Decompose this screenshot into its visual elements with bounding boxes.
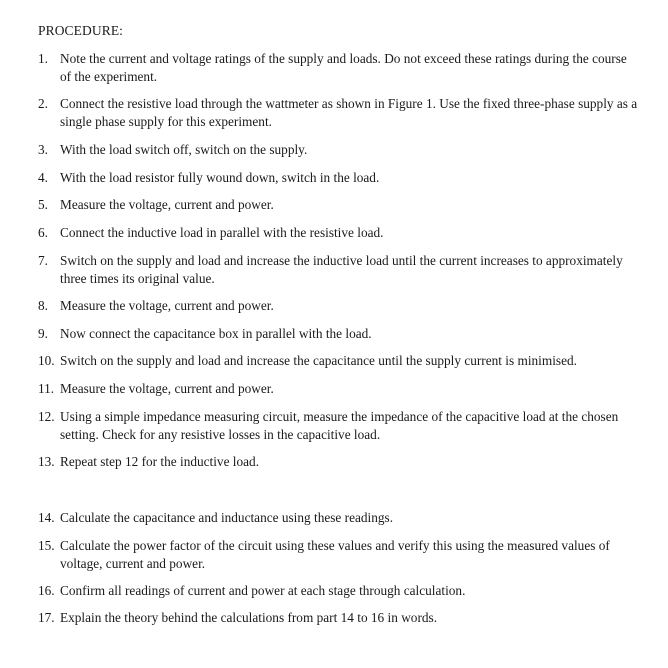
step-number: 8. [38,298,48,313]
step-text: Measure the voltage, current and power. [60,197,274,212]
step-text: Repeat step 12 for the inductive load. [60,454,260,469]
procedure-step-3 [38,141,638,159]
step-text: Note the current and voltage ratings of the supply and loads. Do not exceed these ratings during the course of the experiment. [60,51,627,84]
procedure-step-6 [38,224,638,242]
step-text: Now connect the capacitance box in parallel with the load. [60,326,372,341]
step-text: Switch on the supply and load and increase the capacitance until the supply current is minimised. [60,353,577,368]
step-number: 17. [38,610,55,625]
step-text: Measure the voltage, current and power. [60,298,274,313]
procedure-step-15 [38,537,638,573]
step-text: Calculate the power factor of the circuit using these values and verify this using the measured values of voltage, current and power. [60,538,610,571]
procedure-step-7 [38,252,638,288]
procedure-step-1 [38,50,638,86]
step-text: Connect the inductive load in parallel with the resistive load. [60,225,384,240]
procedure-step-4 [38,169,638,187]
step-text: Calculate the capacitance and inductance using these readings. [60,510,394,525]
procedure-step-12 [38,408,638,444]
step-text: Confirm all readings of current and power at each stage through calculation. [60,583,466,598]
procedure-step-16 [38,582,638,600]
step-number: 10. [38,353,55,368]
procedure-step-10 [38,352,638,370]
step-text: Using a simple impedance measuring circuit, measure the impedance of the capacitive load at the chosen setting. Check for any resistive losses in the capacitive load. [60,409,619,442]
procedure-step-13 [38,453,638,471]
step-text: With the load switch off, switch on the supply. [60,142,308,157]
procedure-step-5 [38,196,638,214]
step-number: 2. [38,96,48,111]
procedure-heading: PROCEDURE: [38,23,124,38]
step-number: 16. [38,583,55,598]
procedure-step-2 [38,95,638,131]
procedure-step-14 [38,509,638,527]
step-text: Connect the resistive load through the wattmeter as shown in Figure 1. Use the fixed three-phase supply as a single phase supply for this experiment. [60,96,638,129]
step-number: 11. [38,381,55,396]
step-number: 4. [38,170,48,185]
step-text: With the load resistor fully wound down, switch in the load. [60,170,380,185]
step-number: 1. [38,51,48,66]
step-number: 3. [38,142,48,157]
procedure-step-17 [38,609,638,627]
step-number: 15. [38,538,55,553]
procedure-step-11 [38,380,638,398]
step-text: Explain the theory behind the calculations from part 14 to 16 in words. [60,610,438,625]
procedure-step-8 [38,297,638,315]
step-text: Switch on the supply and load and increase the inductive load until the current increases to approximately three times its original value. [60,253,623,286]
step-number: 14. [38,510,55,525]
procedure-step-9 [38,325,638,343]
step-text: Measure the voltage, current and power. [60,381,274,396]
step-number: 9. [38,326,48,341]
step-number: 6. [38,225,48,240]
step-number: 5. [38,197,48,212]
step-number: 13. [38,454,55,469]
step-number: 12. [38,409,55,424]
step-number: 7. [38,253,48,268]
